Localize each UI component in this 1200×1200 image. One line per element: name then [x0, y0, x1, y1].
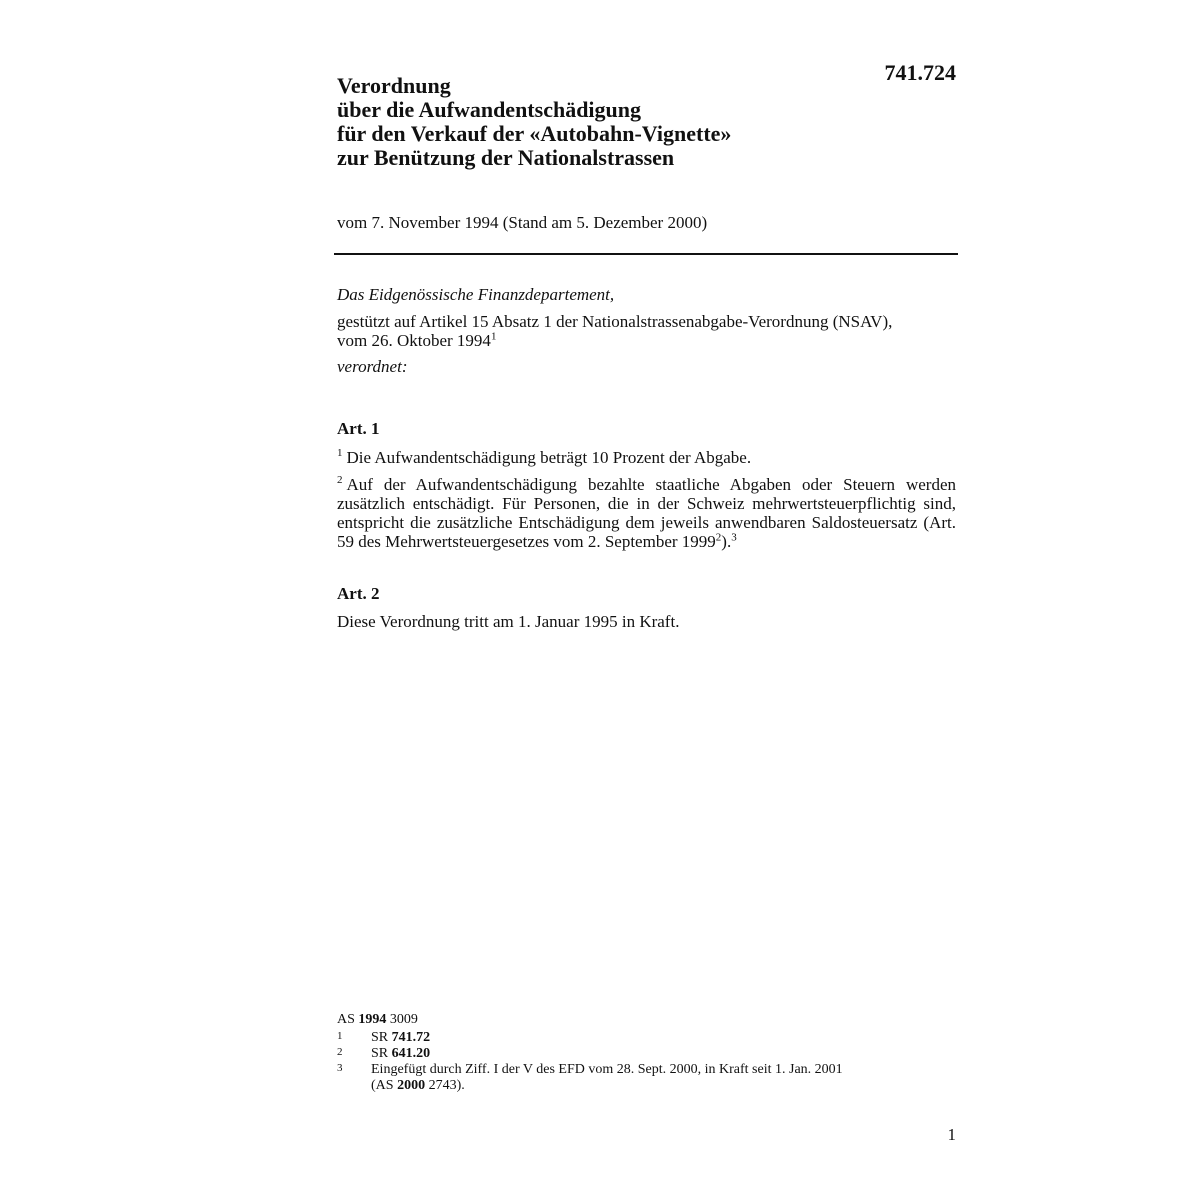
sr-ref[interactable]: 741.72 [391, 1030, 431, 1045]
preamble-basis [337, 312, 957, 350]
document-title [337, 74, 837, 170]
paragraph-number: 1 [337, 447, 343, 460]
preamble-issuer: Das Eidgenössische Finanzdepartement, [337, 285, 615, 304]
footnote-ref-3[interactable]: 3 [731, 531, 737, 544]
title-line: für den Verkauf der «Autobahn-Vignette» [337, 121, 732, 146]
title-line: über die Aufwandentschädigung [337, 97, 642, 122]
paragraph-text-end: ). [721, 532, 732, 551]
as-year: 2000 [397, 1078, 426, 1093]
title-line: Verordnung [337, 73, 451, 98]
preamble-decrees: verordnet: [337, 357, 408, 376]
as-citation [337, 1012, 957, 1028]
paragraph-text: Auf der Aufwandentschädigung bezahlte staatliche Abgaben oder Steuern werden zusätzlich entschädigt. Für Personen, die in der Schweiz mehrwertsteuerpflichtig sind, entspricht die zusätzliche Entschädigung dem jeweils anwendbaren Saldosteuersatz (Art. 59 des Mehrwertsteuergesetzes vom 2. September 1999 [337, 475, 956, 551]
footnote-3 [337, 1062, 957, 1094]
article-2-heading: Art. 2 [337, 584, 380, 603]
basis-line: gestützt auf Artikel 15 Absatz 1 der Nationalstrassenabgabe-Verordnung (NSAV), [337, 312, 893, 331]
footnote-ref-2[interactable]: 2 [715, 531, 722, 544]
as-page: 3009 [389, 1012, 418, 1027]
paragraph-text: Die Aufwandentschädigung beträgt 10 Prozent der Abgabe. [346, 448, 752, 467]
footnote-line: Eingefügt durch Ziff. I der V des EFD vom 28. Sept. 2000, in Kraft seit 1. Jan. 2001 [371, 1062, 843, 1077]
sr-prefix: SR [371, 1030, 389, 1045]
sr-prefix: SR [371, 1046, 389, 1061]
basis-date: vom 26. Oktober 1994 [337, 331, 491, 350]
title-line: zur Benützung der Nationalstrassen [337, 145, 675, 170]
as-year: 1994 [358, 1012, 387, 1027]
paragraph-number: 2 [337, 474, 343, 487]
date-line: vom 7. November 1994 (Stand am 5. Dezember 2000) [337, 213, 708, 232]
footnote-text [371, 1046, 957, 1062]
footnote-1 [337, 1030, 957, 1046]
as-page: 2743). [428, 1078, 465, 1093]
footnote-text [371, 1062, 957, 1094]
article-1-paragraph-1 [337, 448, 957, 467]
sr-ref[interactable]: 641.20 [391, 1046, 431, 1061]
footnotes [337, 1012, 957, 1094]
footnote-mark: 2 [337, 1046, 343, 1058]
sr-number: 741.724 [884, 60, 956, 85]
as-prefix: (AS [371, 1078, 394, 1093]
title-divider [334, 253, 958, 255]
footnote-line [371, 1078, 957, 1094]
article-1-heading: Art. 1 [337, 419, 380, 438]
article-2-text: Diese Verordnung tritt am 1. Januar 1995 in Kraft. [337, 612, 680, 631]
footnote-2 [337, 1046, 957, 1062]
footnote-text [371, 1030, 957, 1046]
as-prefix: AS [337, 1012, 355, 1027]
footnote-ref-1[interactable]: 1 [490, 330, 497, 343]
article-1-paragraph-2 [337, 475, 956, 551]
basis-line [337, 331, 957, 350]
footnote-mark: 1 [337, 1030, 343, 1042]
footnote-mark: 3 [337, 1062, 343, 1074]
page-number: 1 [947, 1125, 956, 1144]
